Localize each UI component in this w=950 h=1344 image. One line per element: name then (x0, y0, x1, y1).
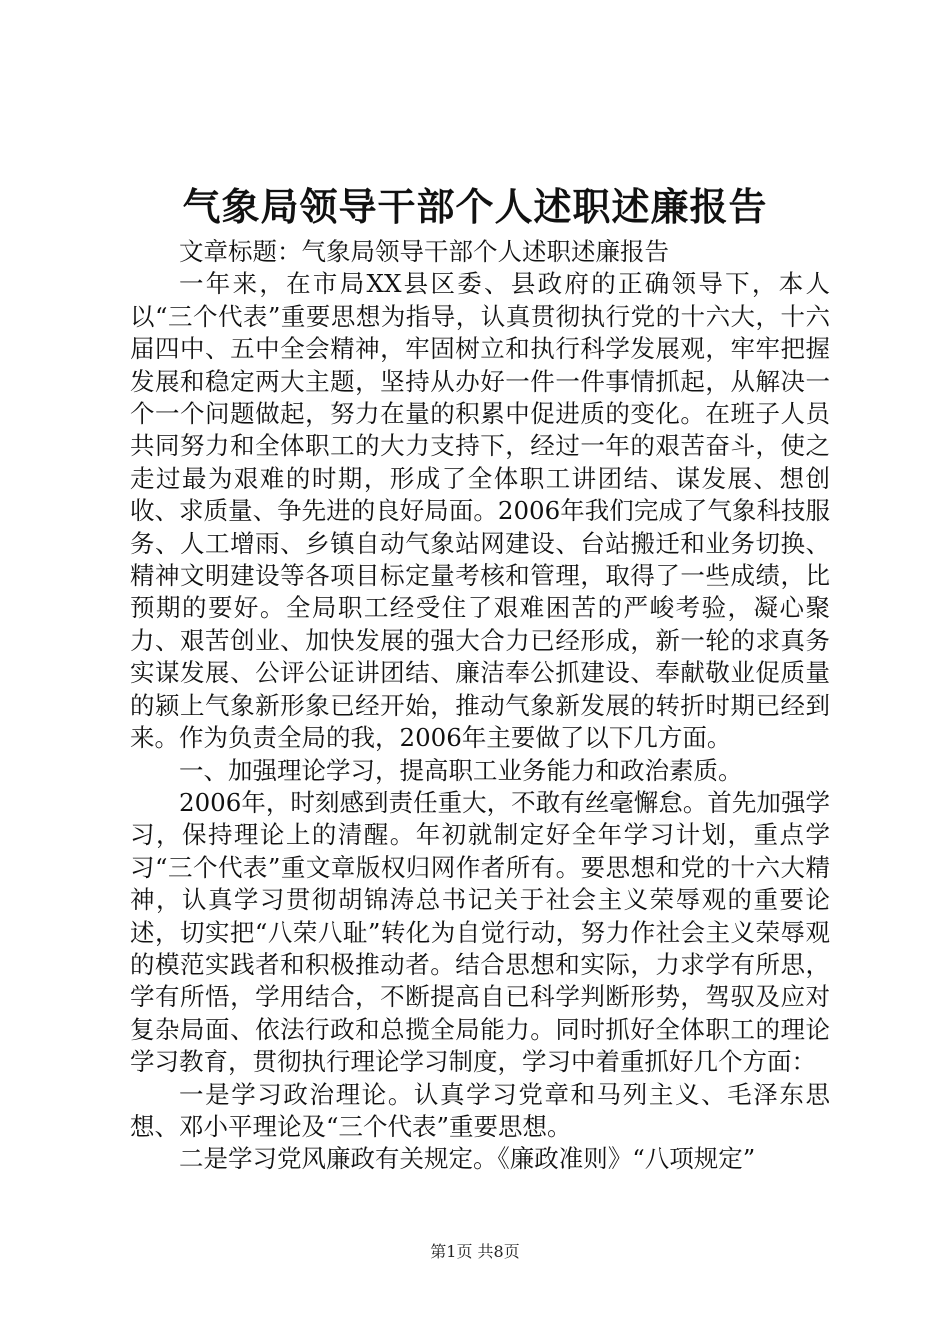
section-heading-1: 一、加强理论学习，提高职工业务能力和政治素质。 (179, 755, 743, 785)
page-number-footer: 第1页 共8页 (430, 1242, 520, 1261)
paragraph-study: 2006年，时刻感到责任重大，不敢有丝毫懈怠。首先加强学习，保持理论上的清醒。年初就制定好全年学习计划，重点学习“三个代表”重文章版权归网作者所有。要思想和党的十六大精神，认真学习贯彻胡锦涛总书记关于社会主义荣辱观的重要论述，切实把“八荣八耻”转化为自觉行动，努力作社会主义荣辱观的模范实践者和积极推动者。结合思想和实际，力求学有所思，学有所悟，学用结合，不断提高自已科学判断形势，驾驭及应对复杂局面、依法行政和总揽全局能力。同时抓好全体职工的理论学习教育，贯彻执行理论学习制度，学习中着重抓好几个方面： (130, 787, 830, 1077)
paragraph-intro: 一年来，在市局XX县区委、县政府的正确领导下，本人以“三个代表”重要思想为指导，认真贯彻执行党的十六大，十六届四中、五中全会精神，牢固树立和执行科学发展观，牢牢把握发展和稳定两大主题，坚持从办好一件一件事情抓起，从解决一个一个问题做起，努力在量的积累中促进质的变化。在班子人员共同努力和全体职工的大力支持下，经过一年的艰苦奋斗，使之走过最为艰难的时期，形成了全体职工讲团结、谋发展、想创收、求质量、争先进的良好局面。2006年我们完成了气象科技服务、人工增雨、乡镇自动气象站网建设、台站搬迁和业务切换、精神文明建设等各项目标定量考核和管理，取得了一些成绩，比预期的要好。全局职工经受住了艰难困苦的严峻考验，凝心聚力、艰苦创业、加快发展的强大合力已经形成，新一轮的求真务实谋发展、公评公证讲团结、廉洁奉公抓建设、奉献敬业促质量的颍上气象新形象已经开始，推动气象新发展的转折时期已经到来。作为负责全局的我，2006年主要做了以下几方面。 (130, 269, 830, 753)
paragraph-item-1: 一是学习政治理论。认真学习党章和马列主义、毛泽东思想、邓小平理论及“三个代表”重要思想。 (130, 1079, 830, 1141)
document-title: 气象局领导干部个人述职述廉报告 (182, 184, 768, 229)
article-title-line: 文章标题：气象局领导干部个人述职述廉报告 (179, 237, 669, 266)
document-body (130, 236, 830, 1176)
paragraph-item-2: 二是学习党风廉政有关规定。《廉政准则》“八项规定” (179, 1144, 756, 1174)
